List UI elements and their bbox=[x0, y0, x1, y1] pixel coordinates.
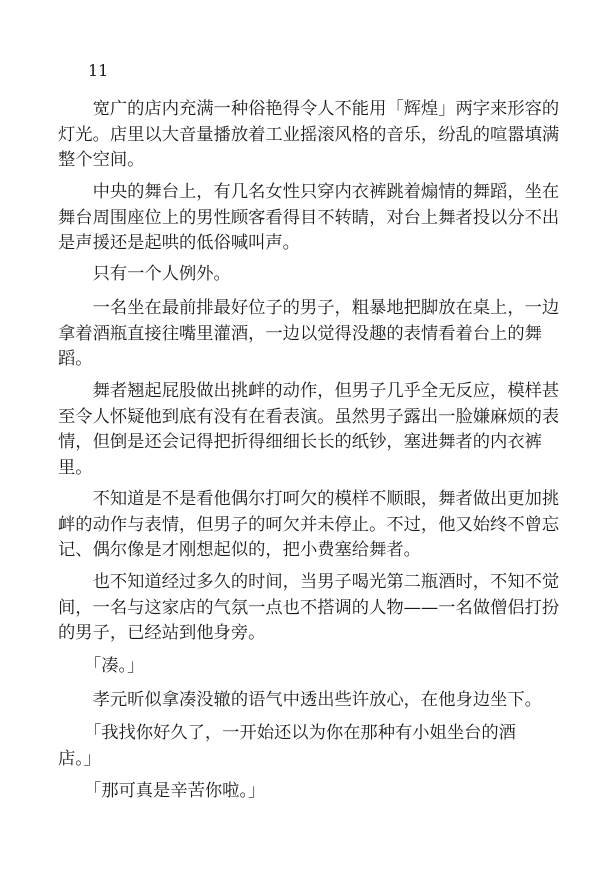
text-line: 蹈。 bbox=[58, 349, 93, 369]
text-line: 不知道是不是看他偶尔打呵欠的模样不顺眼，舞者做出更加挑 bbox=[58, 489, 560, 509]
text-line: 至令人怀疑他到底有没有在看表演。虽然男子露出一脸嫌麻烦的表 bbox=[58, 406, 560, 427]
text-line: 情，但倒是还会记得把折得细细长长的纸钞，塞进舞者的内衣裤 bbox=[58, 432, 542, 452]
paragraph-1 bbox=[58, 97, 568, 174]
text-line: 衅的动作与表情，但男子的呵欠并未停止。不过，他又始终不曾忘 bbox=[58, 514, 560, 535]
text-line: 一名坐在最前排最好位子的男子，粗暴地把脚放在桌上，一边 bbox=[58, 298, 560, 318]
paragraph-7 bbox=[58, 570, 568, 647]
text-line: 宽广的店内充满一种俗艳得令人不能用「辉煌」两字来形容的 bbox=[58, 99, 560, 119]
text-line: 里。 bbox=[58, 457, 93, 478]
text-line: 也不知道经过多久的时间，当男子喝光第二瓶酒时，不知不觉 bbox=[58, 572, 560, 592]
paragraph-6 bbox=[58, 487, 568, 564]
text-line: 是声援还是起哄的低俗喊叫声。 bbox=[58, 233, 300, 253]
text-line: 舞台周围座位上的男性顾客看得目不转睛，对台上舞者投以分不出 bbox=[58, 207, 560, 228]
paragraph-3 bbox=[58, 262, 568, 288]
paragraph-5 bbox=[58, 379, 568, 481]
text-line: 只有一个人例外。 bbox=[58, 264, 231, 284]
text-line: 灯光。店里以大音量播放着工业摇滚风格的音乐，纷乱的喧嚣填满 bbox=[58, 124, 560, 145]
paragraph-4 bbox=[58, 296, 568, 373]
text-line: 店。」 bbox=[58, 748, 102, 769]
text-line: 拿着酒瓶直接往嘴里灌酒，一边以觉得没趣的表情看着台上的舞 bbox=[58, 323, 542, 344]
text-line: 「凑。」 bbox=[58, 656, 145, 676]
text-line: 孝元昕似拿凑没辙的语气中透出些许放心，在他身边坐下。 bbox=[58, 690, 542, 710]
text-line: 舞者翘起屁股做出挑衅的动作，但男子几乎全无反应，模样甚 bbox=[58, 381, 560, 401]
paragraph-9 bbox=[58, 688, 568, 714]
text-line: 的男子，已经站到他身旁。 bbox=[58, 623, 266, 643]
page-number: 11 bbox=[88, 61, 109, 80]
text-line: 整个空间。 bbox=[58, 150, 145, 170]
paragraph-2 bbox=[58, 180, 568, 257]
paragraph-11 bbox=[58, 779, 568, 805]
text-line: 「我找你好久了，一开始还以为你在那种有小姐坐台的酒 bbox=[58, 723, 516, 743]
paragraph-10 bbox=[58, 721, 568, 772]
text-line: 记、偶尔像是才刚想起似的，把小费塞给舞者。 bbox=[58, 540, 421, 560]
text-line: 间，一名与这家店的气氛一点也不搭调的人物——一名做僧侣打扮 bbox=[58, 597, 560, 618]
paragraph-8 bbox=[58, 654, 568, 680]
text-line: 中央的舞台上，有几名女性只穿内衣裤跳着煽情的舞蹈，坐在 bbox=[58, 182, 560, 202]
text-line: 「那可真是辛苦你啦。」 bbox=[58, 781, 266, 801]
